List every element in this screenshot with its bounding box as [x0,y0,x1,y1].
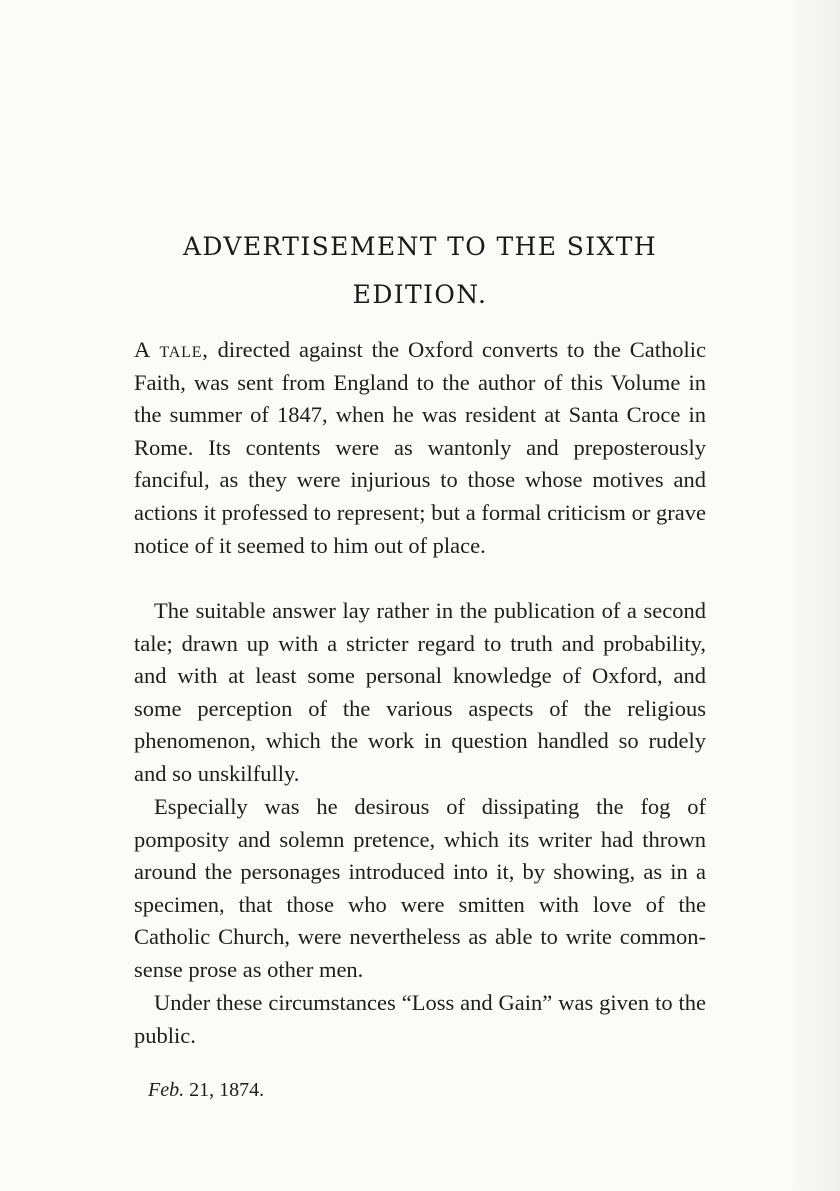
paragraph-2: The suitable answer lay rather in the publication of a second tale; drawn up with a stricter regard to truth and probability, and with at least some personal knowledge of Oxford, and some perception of the various aspects of the religious phenomenon, which the work in question handled so rudely and so unskilfully. [134,598,706,786]
dateline-month: Feb. [148,1079,185,1101]
dateline-day-year: 21, 1874. [184,1079,265,1101]
title-line-1: ADVERTISEMENT TO THE SIXTH [182,232,658,261]
paragraph-1-text: directed against the Oxford converts to the Catholic Faith, was sent from England to the author of this Volume in the summer of 1847, when he was resident at Santa Croce in Rome. Its contents were as wantonly and preposterously fanciful, as they were injurious to those whose motives and actions it professed to represent; but a formal criticism or grave notice of it seemed to him out of place. [134,337,707,558]
dateline [148,1079,264,1102]
page-edge-shading [784,0,840,1191]
paragraph-1-lead: A tale, [134,337,209,362]
title-line-2: EDITION. [352,280,488,309]
paragraph-4: Under these circumstances “Loss and Gain” was given to the public. [134,990,706,1048]
paragraph-1 [134,334,706,562]
paragraph-3: Especially was he desirous of dissipating the fog of pomposity and solemn pretence, which its writer had thrown around the personages introduced into it, by showing, as in a specimen, that those who were smitten with love of the Catholic Church, were nevertheless as able to write common-sense prose as other men. [134,794,706,982]
